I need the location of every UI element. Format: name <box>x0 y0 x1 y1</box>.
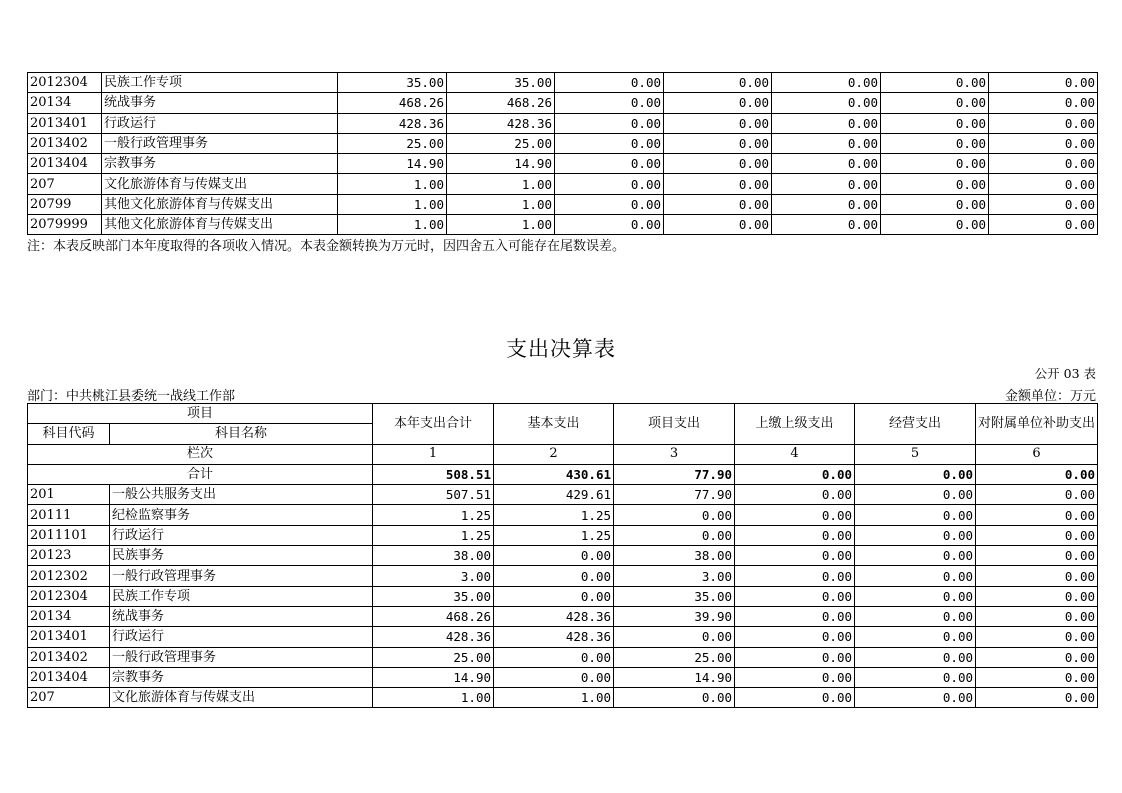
subject-name: 文化旅游体育与传媒支出 <box>110 688 373 708</box>
amount-cell: 0.00 <box>735 606 855 626</box>
amount-cell: 0.00 <box>989 93 1098 113</box>
total-row <box>28 464 1098 484</box>
amount-cell: 0.00 <box>976 627 1098 647</box>
amount-cell: 0.00 <box>494 586 614 606</box>
page-title: 支出决算表 <box>506 337 616 361</box>
amount-cell: 35.00 <box>338 73 447 93</box>
table-row <box>28 586 1098 606</box>
amount-cell: 429.61 <box>494 485 614 505</box>
table-row <box>28 113 1098 133</box>
amount-cell: 1.00 <box>447 174 555 194</box>
total-value: 0.00 <box>976 464 1098 484</box>
total-value: 0.00 <box>735 464 855 484</box>
department-label: 部门：中共桃江县委统一战线工作部 <box>27 389 236 404</box>
subject-code: 207 <box>28 688 110 708</box>
column-index: 5 <box>855 444 976 464</box>
amount-cell: 0.00 <box>772 154 881 174</box>
amount-cell: 1.25 <box>373 525 494 545</box>
column-index: 2 <box>494 444 614 464</box>
table-row <box>28 606 1098 626</box>
amount-cell: 0.00 <box>735 525 855 545</box>
subject-code: 207 <box>28 174 102 194</box>
amount-cell: 0.00 <box>855 688 976 708</box>
header-remit-superior: 上缴上级支出 <box>735 404 855 445</box>
amount-cell: 0.00 <box>735 505 855 525</box>
amount-cell: 0.00 <box>976 667 1098 687</box>
amount-cell: 0.00 <box>494 566 614 586</box>
amount-cell: 1.00 <box>494 688 614 708</box>
amount-cell: 0.00 <box>772 174 881 194</box>
amount-cell: 0.00 <box>555 154 664 174</box>
subject-name: 行政运行 <box>110 627 373 647</box>
amount-cell: 0.00 <box>735 546 855 566</box>
amount-cell: 0.00 <box>881 154 989 174</box>
subject-code: 2013404 <box>28 667 110 687</box>
amount-cell: 1.00 <box>338 215 447 235</box>
amount-cell: 0.00 <box>555 113 664 133</box>
subject-name: 宗教事务 <box>102 154 338 174</box>
subject-code: 20123 <box>28 546 110 566</box>
amount-cell: 1.00 <box>338 174 447 194</box>
amount-cell: 0.00 <box>855 647 976 667</box>
amount-cell: 0.00 <box>881 93 989 113</box>
amount-cell: 0.00 <box>855 485 976 505</box>
table-row <box>28 174 1098 194</box>
table-row <box>28 647 1098 667</box>
table-row <box>28 566 1098 586</box>
subject-name: 纪检监察事务 <box>110 505 373 525</box>
amount-cell: 25.00 <box>614 647 735 667</box>
expense-table <box>27 403 1098 708</box>
income-table-continued <box>27 72 1098 235</box>
amount-cell: 468.26 <box>338 93 447 113</box>
form-number: 公开 03 表 <box>1034 366 1096 381</box>
amount-cell: 25.00 <box>373 647 494 667</box>
header-project-expense: 项目支出 <box>614 404 735 445</box>
amount-cell: 0.00 <box>976 688 1098 708</box>
amount-cell: 0.00 <box>989 174 1098 194</box>
header-subsidy-affiliates: 对附属单位补助支出 <box>976 404 1098 445</box>
amount-cell: 0.00 <box>555 133 664 153</box>
subject-code: 2013401 <box>28 627 110 647</box>
amount-cell: 0.00 <box>881 194 989 214</box>
table-row <box>28 546 1098 566</box>
amount-cell: 0.00 <box>881 113 989 133</box>
subject-code: 2013402 <box>28 133 102 153</box>
header-row-index-label: 栏次 <box>28 444 373 464</box>
subject-name: 一般公共服务支出 <box>110 485 373 505</box>
subject-name: 其他文化旅游体育与传媒支出 <box>102 194 338 214</box>
amount-cell: 0.00 <box>881 174 989 194</box>
amount-cell: 0.00 <box>855 606 976 626</box>
amount-cell: 0.00 <box>976 485 1098 505</box>
amount-cell: 0.00 <box>855 566 976 586</box>
amount-cell: 468.26 <box>373 606 494 626</box>
subject-code: 20134 <box>28 606 110 626</box>
subject-name: 民族工作专项 <box>102 73 338 93</box>
subject-name: 一般行政管理事务 <box>102 133 338 153</box>
amount-cell: 0.00 <box>855 525 976 545</box>
amount-cell: 507.51 <box>373 485 494 505</box>
amount-cell: 25.00 <box>447 133 555 153</box>
column-index: 3 <box>614 444 735 464</box>
amount-cell: 77.90 <box>614 485 735 505</box>
subject-code: 20799 <box>28 194 102 214</box>
amount-cell: 0.00 <box>881 73 989 93</box>
amount-cell: 0.00 <box>772 194 881 214</box>
total-value: 0.00 <box>855 464 976 484</box>
amount-cell: 3.00 <box>614 566 735 586</box>
amount-cell: 0.00 <box>664 154 772 174</box>
amount-cell: 0.00 <box>664 194 772 214</box>
amount-cell: 1.00 <box>338 194 447 214</box>
subject-name: 文化旅游体育与传媒支出 <box>102 174 338 194</box>
amount-cell: 39.90 <box>614 606 735 626</box>
amount-cell: 0.00 <box>664 113 772 133</box>
total-value: 77.90 <box>614 464 735 484</box>
amount-cell: 0.00 <box>881 215 989 235</box>
amount-cell: 0.00 <box>614 627 735 647</box>
amount-cell: 0.00 <box>976 525 1098 545</box>
amount-cell: 428.36 <box>447 113 555 133</box>
amount-cell: 0.00 <box>555 73 664 93</box>
subject-code: 2012304 <box>28 73 102 93</box>
subject-code: 2013402 <box>28 647 110 667</box>
amount-cell: 1.25 <box>494 525 614 545</box>
table-row <box>28 505 1098 525</box>
amount-cell: 0.00 <box>772 215 881 235</box>
subject-name: 一般行政管理事务 <box>110 647 373 667</box>
header-item: 项目 <box>28 404 373 424</box>
subject-name: 民族事务 <box>110 546 373 566</box>
amount-cell: 1.25 <box>494 505 614 525</box>
table-row <box>28 133 1098 153</box>
amount-cell: 0.00 <box>735 586 855 606</box>
amount-cell: 428.36 <box>338 113 447 133</box>
amount-cell: 14.90 <box>338 154 447 174</box>
expense-table-body <box>28 485 1098 708</box>
amount-cell: 0.00 <box>855 546 976 566</box>
amount-cell: 0.00 <box>555 215 664 235</box>
table-row <box>28 627 1098 647</box>
header-operating-expense: 经营支出 <box>855 404 976 445</box>
amount-cell: 0.00 <box>989 215 1098 235</box>
amount-cell: 38.00 <box>373 546 494 566</box>
amount-cell: 0.00 <box>614 505 735 525</box>
amount-cell: 1.00 <box>447 215 555 235</box>
amount-cell: 428.36 <box>494 627 614 647</box>
subject-name: 民族工作专项 <box>110 586 373 606</box>
amount-cell: 0.00 <box>664 93 772 113</box>
amount-cell: 1.25 <box>373 505 494 525</box>
subject-code: 2011101 <box>28 525 110 545</box>
subject-name: 行政运行 <box>102 113 338 133</box>
amount-cell: 0.00 <box>494 546 614 566</box>
amount-cell: 38.00 <box>614 546 735 566</box>
amount-cell: 0.00 <box>555 93 664 113</box>
subject-name: 其他文化旅游体育与传媒支出 <box>102 215 338 235</box>
amount-cell: 0.00 <box>989 133 1098 153</box>
income-table-note: 注：本表反映部门本年度取得的各项收入情况。本表金额转换为万元时，因四舍五入可能存在尾数误差。 <box>27 239 626 254</box>
amount-cell: 0.00 <box>664 133 772 153</box>
table-row <box>28 93 1098 113</box>
subject-code: 2079999 <box>28 215 102 235</box>
table-row <box>28 215 1098 235</box>
header-basic-expense: 基本支出 <box>494 404 614 445</box>
amount-cell: 14.90 <box>373 667 494 687</box>
amount-cell: 1.00 <box>447 194 555 214</box>
amount-cell: 0.00 <box>494 667 614 687</box>
amount-unit-label: 金额单位：万元 <box>1004 389 1096 404</box>
amount-cell: 3.00 <box>373 566 494 586</box>
table-row <box>28 73 1098 93</box>
amount-cell: 0.00 <box>664 174 772 194</box>
subject-code: 2012304 <box>28 586 110 606</box>
total-value: 430.61 <box>494 464 614 484</box>
table-row <box>28 154 1098 174</box>
subject-name: 一般行政管理事务 <box>110 566 373 586</box>
amount-cell: 0.00 <box>772 93 881 113</box>
amount-cell: 0.00 <box>555 174 664 194</box>
amount-cell: 0.00 <box>881 133 989 153</box>
total-label: 合计 <box>28 464 373 484</box>
amount-cell: 0.00 <box>664 73 772 93</box>
amount-cell: 0.00 <box>976 647 1098 667</box>
subject-name: 统战事务 <box>110 606 373 626</box>
subject-code: 2013404 <box>28 154 102 174</box>
subject-name: 宗教事务 <box>110 667 373 687</box>
amount-cell: 0.00 <box>989 154 1098 174</box>
amount-cell: 0.00 <box>614 525 735 545</box>
subject-code: 2013401 <box>28 113 102 133</box>
header-subject-name: 科目名称 <box>110 424 373 444</box>
amount-cell: 0.00 <box>855 667 976 687</box>
table-row <box>28 688 1098 708</box>
subject-code: 2012302 <box>28 566 110 586</box>
amount-cell: 0.00 <box>772 133 881 153</box>
header-total-expense: 本年支出合计 <box>373 404 494 445</box>
amount-cell: 0.00 <box>614 688 735 708</box>
table-row <box>28 194 1098 214</box>
amount-cell: 0.00 <box>855 627 976 647</box>
amount-cell: 0.00 <box>976 505 1098 525</box>
header-subject-code: 科目代码 <box>28 424 110 444</box>
amount-cell: 0.00 <box>664 215 772 235</box>
total-value: 508.51 <box>373 464 494 484</box>
amount-cell: 1.00 <box>373 688 494 708</box>
column-index: 6 <box>976 444 1098 464</box>
amount-cell: 35.00 <box>447 73 555 93</box>
amount-cell: 0.00 <box>976 606 1098 626</box>
subject-code: 201 <box>28 485 110 505</box>
amount-cell: 35.00 <box>373 586 494 606</box>
column-index: 1 <box>373 444 494 464</box>
amount-cell: 0.00 <box>555 194 664 214</box>
amount-cell: 25.00 <box>338 133 447 153</box>
amount-cell: 428.36 <box>373 627 494 647</box>
amount-cell: 14.90 <box>614 667 735 687</box>
amount-cell: 0.00 <box>772 73 881 93</box>
table-row <box>28 525 1098 545</box>
subject-name: 行政运行 <box>110 525 373 545</box>
amount-cell: 428.36 <box>494 606 614 626</box>
subject-code: 20134 <box>28 93 102 113</box>
amount-cell: 35.00 <box>614 586 735 606</box>
amount-cell: 0.00 <box>989 73 1098 93</box>
amount-cell: 0.00 <box>976 546 1098 566</box>
amount-cell: 0.00 <box>735 566 855 586</box>
amount-cell: 0.00 <box>735 667 855 687</box>
amount-cell: 14.90 <box>447 154 555 174</box>
amount-cell: 0.00 <box>735 627 855 647</box>
table-row <box>28 485 1098 505</box>
amount-cell: 0.00 <box>989 194 1098 214</box>
amount-cell: 0.00 <box>735 688 855 708</box>
amount-cell: 0.00 <box>989 113 1098 133</box>
amount-cell: 0.00 <box>976 566 1098 586</box>
amount-cell: 468.26 <box>447 93 555 113</box>
amount-cell: 0.00 <box>976 586 1098 606</box>
amount-cell: 0.00 <box>855 586 976 606</box>
amount-cell: 0.00 <box>735 647 855 667</box>
table-row <box>28 667 1098 687</box>
amount-cell: 0.00 <box>494 647 614 667</box>
amount-cell: 0.00 <box>772 113 881 133</box>
amount-cell: 0.00 <box>735 485 855 505</box>
subject-code: 20111 <box>28 505 110 525</box>
income-table-body <box>28 73 1098 235</box>
subject-name: 统战事务 <box>102 93 338 113</box>
column-index: 4 <box>735 444 855 464</box>
amount-cell: 0.00 <box>855 505 976 525</box>
